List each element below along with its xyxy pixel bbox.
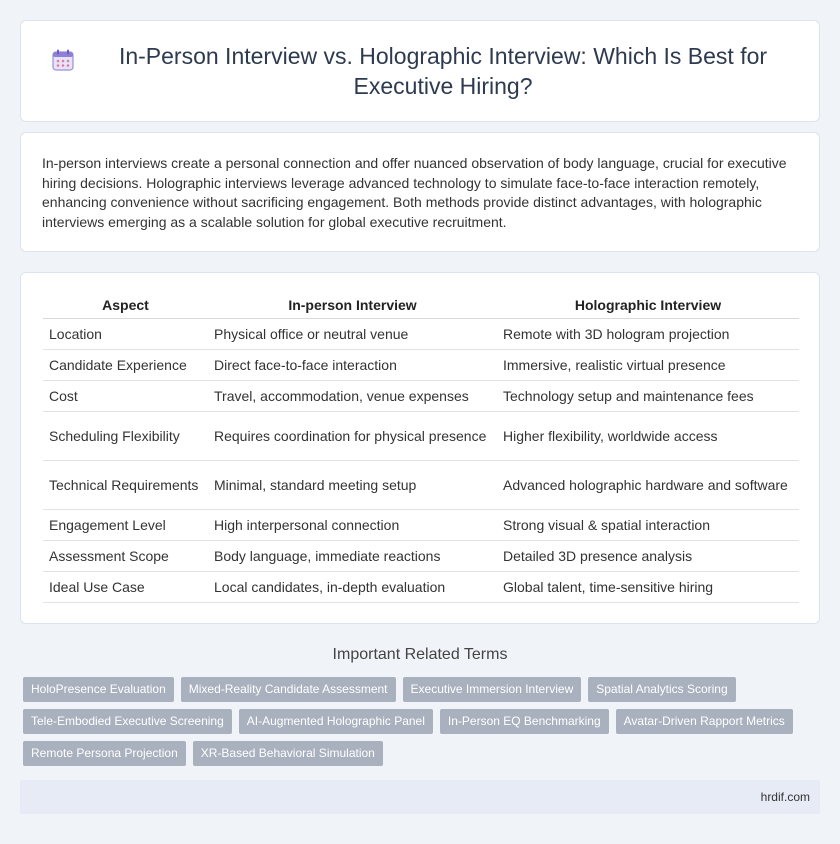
comparison-table — [43, 293, 799, 603]
holographic-cell: Advanced holographic hardware and software — [497, 460, 799, 509]
calendar-icon — [51, 48, 75, 72]
table-row — [43, 540, 799, 571]
intro-card — [20, 132, 820, 252]
in-person-cell: Body language, immediate reactions — [208, 540, 497, 571]
intro-paragraph: In-person interviews create a personal connection and offer nuanced observation of body language, crucial for executive hiring decisions. Holographic interviews leverage advanced technology to simulate face-to-face interaction remotely, enhancing convenience without sacrificing engagement. Both methods provide distinct advantages, with holographic interviews emerging as a scalable solution for global executive recruitment. — [42, 155, 787, 230]
related-tag[interactable]: In-Person EQ Benchmarking — [440, 709, 609, 734]
holographic-cell: Remote with 3D hologram projection — [497, 318, 799, 349]
aspect-cell: Scheduling Flexibility — [43, 411, 208, 460]
table-row — [43, 318, 799, 349]
aspect-cell: Technical Requirements — [43, 460, 208, 509]
page-title: In-Person Interview vs. Holographic Interview: Which Is Best for Executive Hiring? — [118, 43, 768, 99]
in-person-cell: Travel, accommodation, venue expenses — [208, 380, 497, 411]
in-person-cell: High interpersonal connection — [208, 509, 497, 540]
holographic-cell: Global talent, time-sensitive hiring — [497, 571, 799, 602]
title-card — [20, 20, 820, 122]
title-wrap — [51, 41, 789, 101]
related-terms-title: Important Related Terms — [332, 646, 508, 663]
aspect-cell: Location — [43, 318, 208, 349]
header-in-person: In-person Interview — [208, 293, 497, 318]
table-row — [43, 509, 799, 540]
table-row — [43, 349, 799, 380]
table-row — [43, 571, 799, 602]
comparison-card — [20, 272, 820, 624]
header-holographic: Holographic Interview — [497, 293, 799, 318]
related-tag[interactable]: Spatial Analytics Scoring — [588, 677, 735, 702]
related-tag[interactable]: HoloPresence Evaluation — [23, 677, 174, 702]
holographic-cell: Immersive, realistic virtual presence — [497, 349, 799, 380]
holographic-cell: Detailed 3D presence analysis — [497, 540, 799, 571]
related-tag[interactable]: Avatar-Driven Rapport Metrics — [616, 709, 793, 734]
table-row — [43, 411, 799, 460]
table-row — [43, 460, 799, 509]
related-tag[interactable]: AI-Augmented Holographic Panel — [239, 709, 433, 734]
in-person-cell: Local candidates, in-depth evaluation — [208, 571, 497, 602]
in-person-cell: Physical office or neutral venue — [208, 318, 497, 349]
holographic-cell: Higher flexibility, worldwide access — [497, 411, 799, 460]
table-header-row — [43, 293, 799, 318]
related-tag[interactable]: Tele-Embodied Executive Screening — [23, 709, 232, 734]
in-person-cell: Direct face-to-face interaction — [208, 349, 497, 380]
aspect-cell: Assessment Scope — [43, 540, 208, 571]
aspect-cell: Ideal Use Case — [43, 571, 208, 602]
related-tag[interactable]: XR-Based Behavioral Simulation — [193, 741, 383, 766]
holographic-cell: Strong visual & spatial interaction — [497, 509, 799, 540]
aspect-cell: Cost — [43, 380, 208, 411]
aspect-cell: Engagement Level — [43, 509, 208, 540]
related-tag[interactable]: Executive Immersion Interview — [403, 677, 582, 702]
aspect-cell: Candidate Experience — [43, 349, 208, 380]
in-person-cell: Minimal, standard meeting setup — [208, 460, 497, 509]
related-tag[interactable]: Remote Persona Projection — [23, 741, 186, 766]
header-aspect: Aspect — [43, 293, 208, 318]
holographic-cell: Technology setup and maintenance fees — [497, 380, 799, 411]
in-person-cell: Requires coordination for physical presence — [208, 411, 497, 460]
related-tags — [23, 677, 813, 773]
footer — [20, 780, 820, 814]
table-row — [43, 380, 799, 411]
footer-site-link[interactable]: hrdif.com — [760, 790, 810, 804]
related-tag[interactable]: Mixed-Reality Candidate Assessment — [181, 677, 396, 702]
